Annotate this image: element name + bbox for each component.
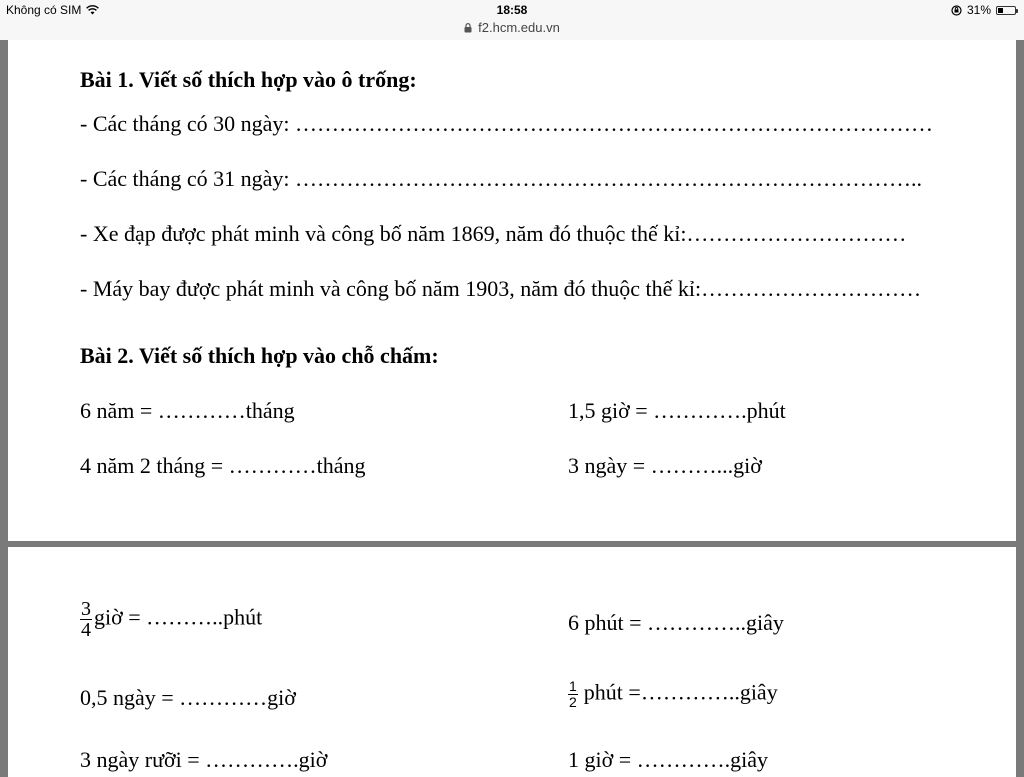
page2-right-3: 1 giờ = ………….giây xyxy=(568,747,769,772)
lock-icon xyxy=(464,23,472,33)
bai1-line-2: - Các tháng có 31 ngày: ………………………………………………………………………….. xyxy=(80,166,923,191)
bai2-right-1: 1,5 giờ = ………….phút xyxy=(568,398,786,423)
fraction-hour-row xyxy=(80,599,262,640)
battery-icon xyxy=(996,6,1016,15)
fraction-hour-text: giờ = ………..phút xyxy=(94,604,263,630)
fraction-three-quarters xyxy=(80,599,92,640)
battery-status xyxy=(951,3,1016,17)
bai2-left-1: 6 năm = …………tháng xyxy=(80,398,295,423)
clock: 18:58 xyxy=(496,3,528,17)
bai2-right-2: 3 ngày = ………...giờ xyxy=(568,453,762,478)
battery-percent: 31% xyxy=(966,3,991,17)
fraction-one-half xyxy=(568,679,578,710)
address-bar[interactable] xyxy=(0,20,1024,35)
page2-right-1: 6 phút = …………..giây xyxy=(568,610,784,635)
document-page-2 xyxy=(8,547,1016,777)
page2-left-3: 3 ngày rưỡi = ………….giờ xyxy=(80,747,328,772)
rotation-lock-icon xyxy=(951,5,962,16)
bai1-line-3: - Xe đạp được phát minh và công bố năm 1869, năm đó thuộc thế kỉ:………………………… xyxy=(80,221,907,246)
bai1-line-4: - Máy bay được phát minh và công bố năm 1903, năm đó thuộc thế kỉ:………………………… xyxy=(80,276,922,301)
page2-left-2: 0,5 ngày = …………giờ xyxy=(80,685,296,710)
bai2-left-2: 4 năm 2 tháng = …………tháng xyxy=(80,453,366,478)
status-bar xyxy=(0,0,1024,40)
fraction-minute-row xyxy=(568,679,778,710)
bai2-title: Bài 2. Viết số thích hợp vào chỗ chấm: xyxy=(80,343,439,368)
fraction-denominator: 2 xyxy=(569,694,577,710)
url-text: f2.hcm.edu.vn xyxy=(478,20,560,35)
document-page-1 xyxy=(8,40,1016,541)
fraction-numerator: 3 xyxy=(81,598,91,620)
fraction-numerator: 1 xyxy=(569,678,577,694)
bai1-title: Bài 1. Viết số thích hợp vào ô trống: xyxy=(80,67,417,92)
carrier-label: Không có SIM xyxy=(6,3,82,17)
fraction-minute-text: phút =…………..giây xyxy=(583,679,778,705)
fraction-denominator: 4 xyxy=(81,619,91,641)
battery-level xyxy=(998,8,1003,13)
bai1-line-1: - Các tháng có 30 ngày: …………………………………………………………………………… xyxy=(80,111,934,136)
